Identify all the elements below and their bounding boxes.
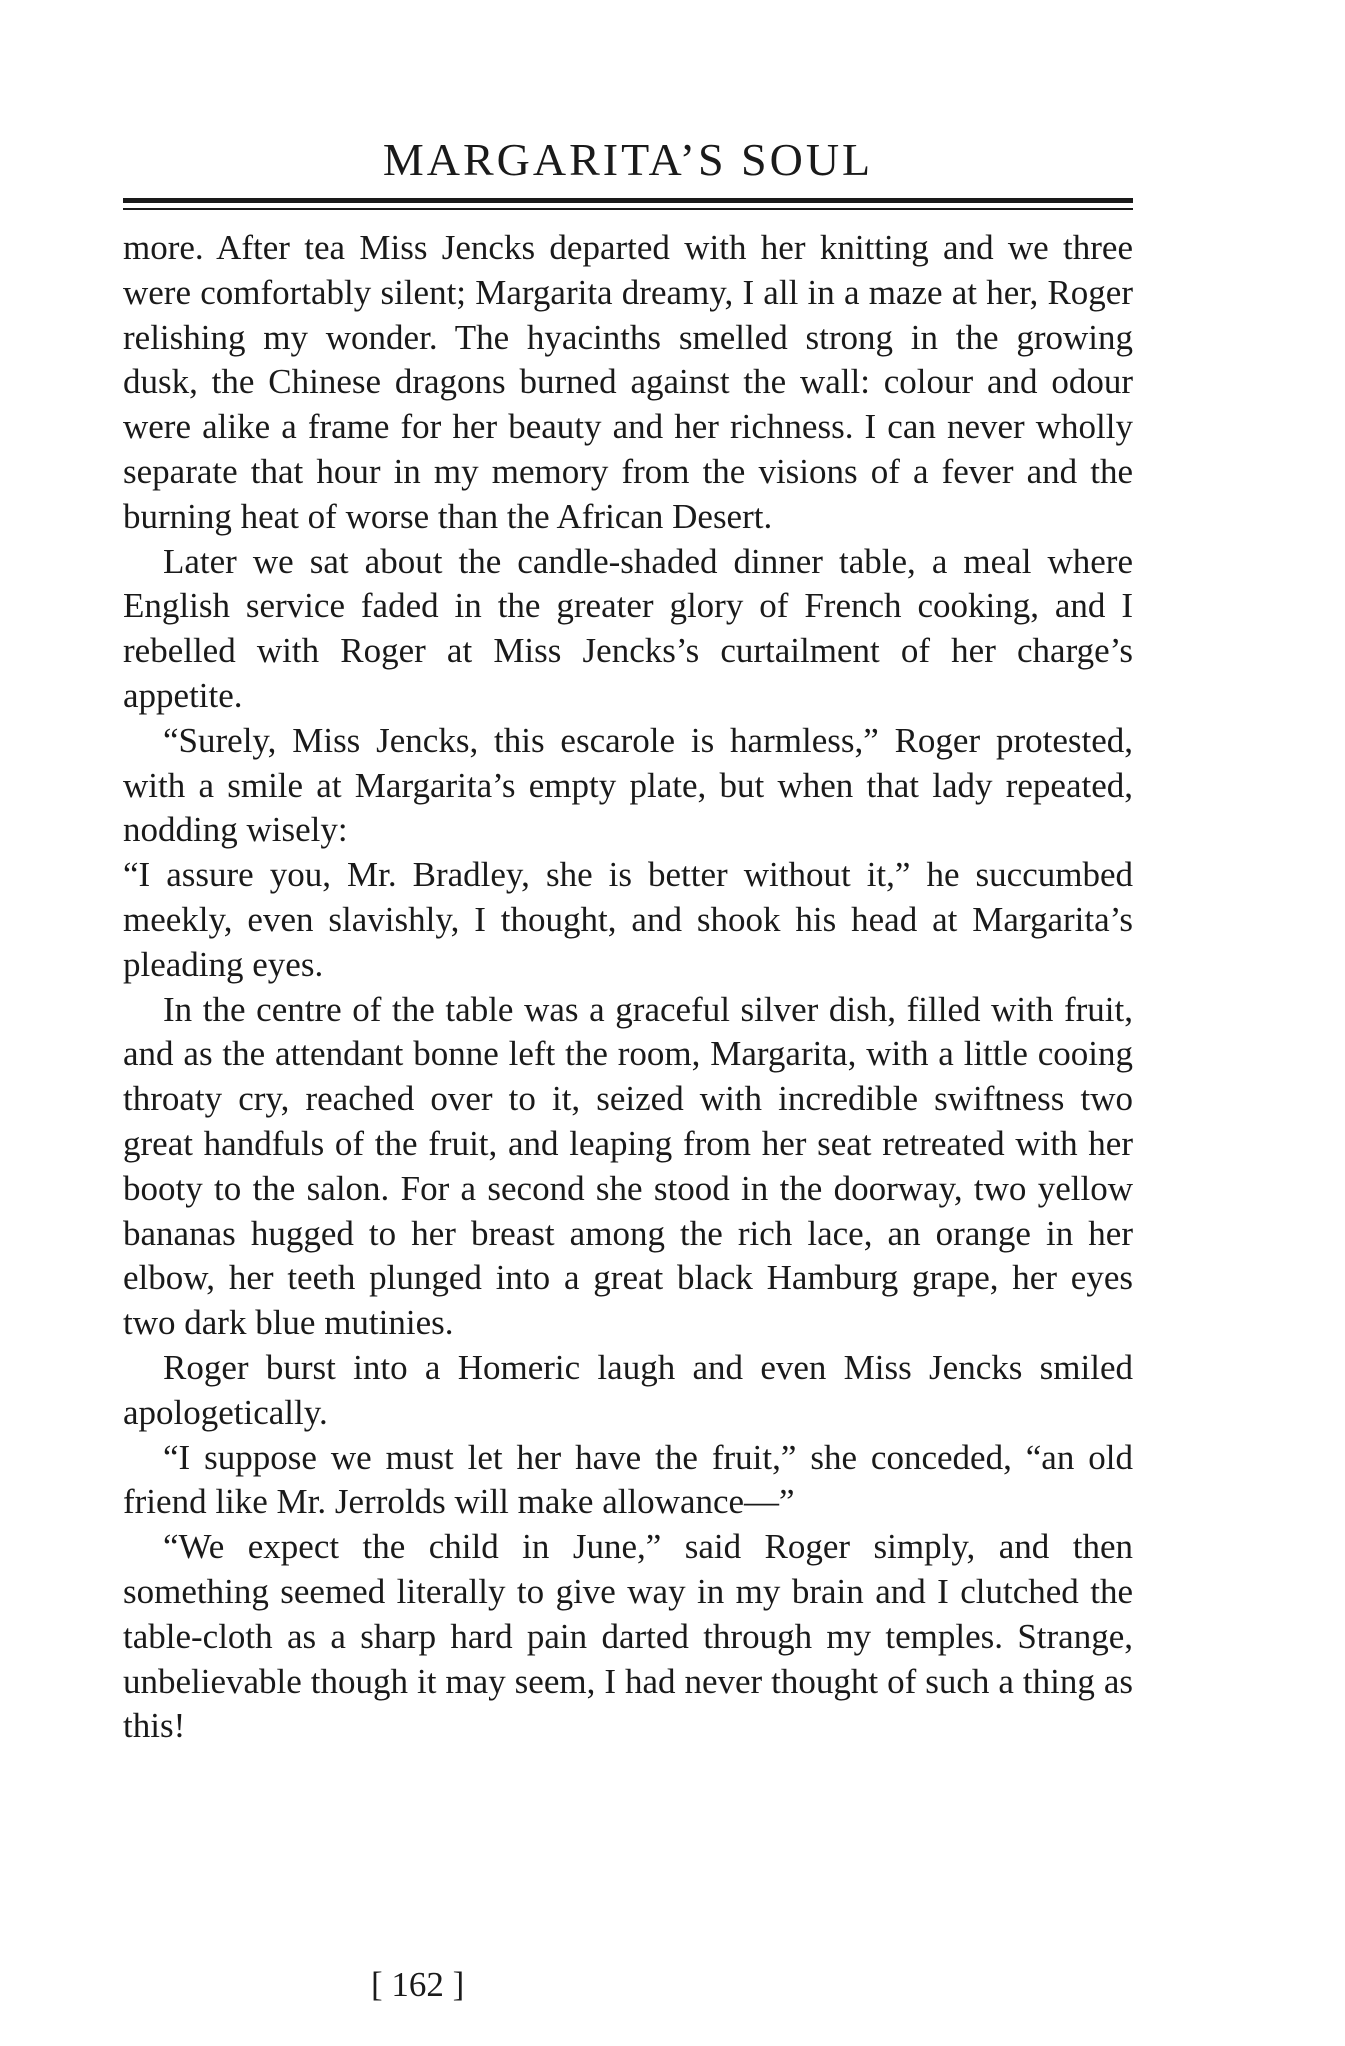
paragraph: “We expect the child in June,” said Roger simply, and then something seemed literally to give way in my brain and I clutched the table-cloth as a sharp hard pain darted through my temples. Strange, unbelievable though it may seem, I had never thought of such a thing as this! [123, 1527, 1133, 1746]
header-rule-thin [123, 208, 1133, 210]
body-text [123, 226, 1133, 1749]
page-number: [ 162 ] [371, 1965, 465, 2004]
header-rule-thick [123, 198, 1133, 203]
paragraph: In the centre of the table was a graceful silver dish, filled with fruit, and as the attendant bonne left the room, Margarita, with a little cooing throaty cry, reached over to it, seized with incredible swiftness two great handfuls of the fruit, and leaping from her seat retreated with her booty to the salon. For a second she stood in the doorway, two yellow bananas hugged to her breast among the rich lace, an orange in her elbow, her teeth plunged into a great black Hamburg grape, her eyes two dark blue mutinies. [123, 989, 1133, 1343]
paragraph: more. After tea Miss Jencks departed with her knitting and we three were comfortably silent; Margarita dreamy, I all in a maze at her, Roger relishing my wonder. The hyacinths smelled strong in the growing dusk, the Chinese dragons burned against the wall: colour and odour were alike a frame for her beauty and her richness. I can never wholly separate that hour in my memory from the visions of a fever and the burning heat of worse than the African Desert. [123, 228, 1133, 536]
paragraph: “I suppose we must let her have the fruit,” she conceded, “an old friend like Mr. Jerrolds will make allowance—” [123, 1437, 1133, 1522]
paragraph: “Surely, Miss Jencks, this escarole is harmless,” Roger protested, with a smile at Margarita’s empty plate, but when that lady repeated, nodding wisely: [123, 720, 1133, 850]
paragraph: Roger burst into a Homeric laugh and even Miss Jencks smiled apologetically. [123, 1347, 1133, 1432]
running-title: MARGARITA’S SOUL [382, 134, 874, 185]
paragraph: “I assure you, Mr. Bradley, she is better without it,” he succumbed meekly, even slavishly, I thought, and shook his head at Margarita’s pleading eyes. [123, 855, 1133, 984]
paragraph: Later we sat about the candle-shaded dinner table, a meal where English service faded in the greater glory of French cooking, and I rebelled with Roger at Miss Jencks’s curtailment of her charge’s appetite. [123, 541, 1133, 715]
book-page [123, 0, 1133, 2046]
